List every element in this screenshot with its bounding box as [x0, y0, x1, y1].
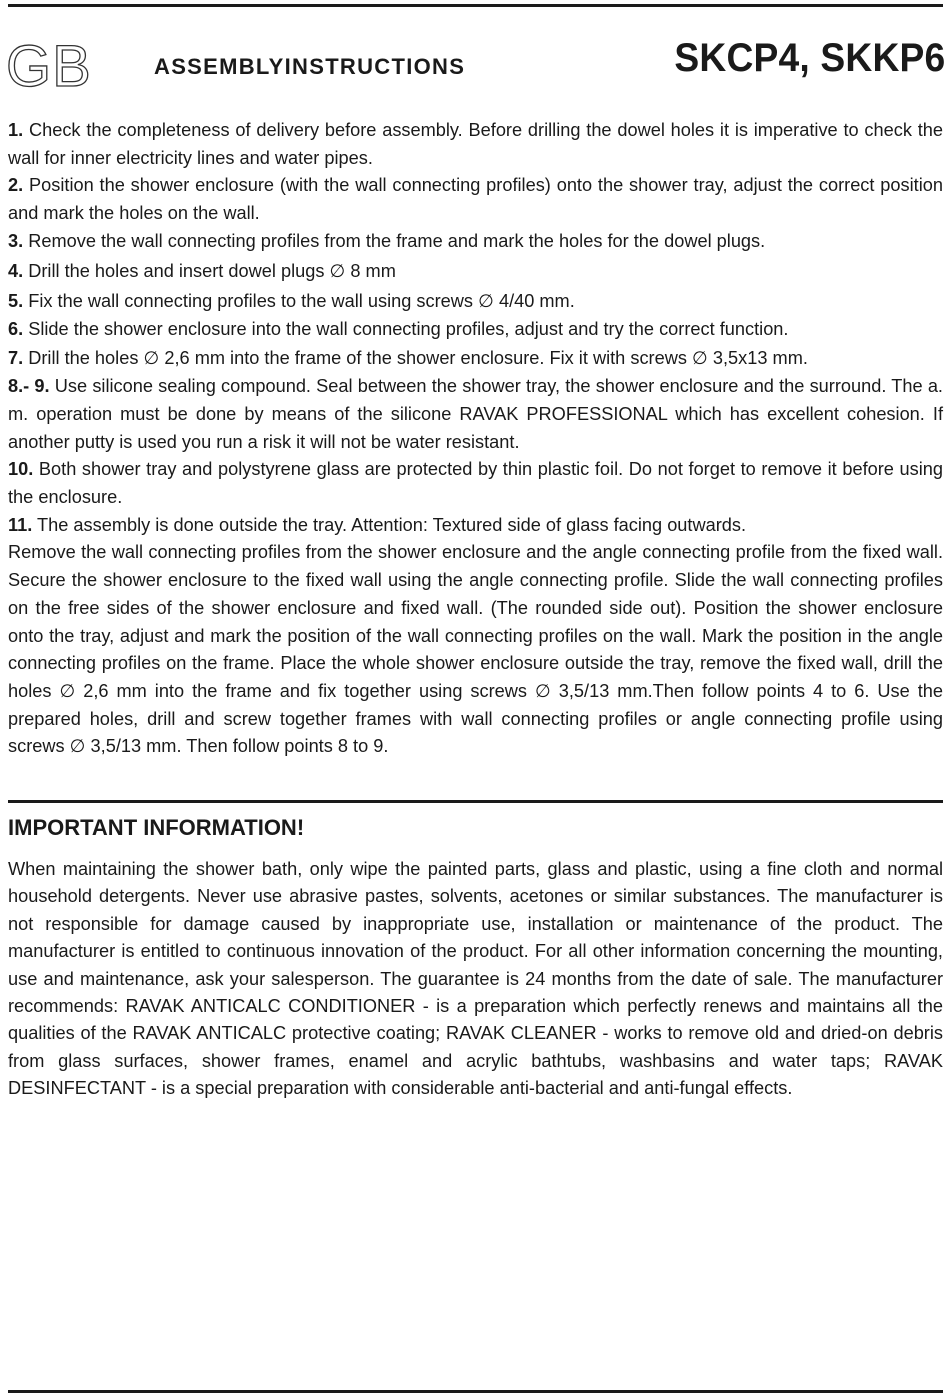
important-heading: IMPORTANT INFORMATION! [8, 815, 305, 840]
step-number: 7. [8, 348, 24, 369]
step-11-detail: Remove the wall connecting profiles from the shower enclosure and the angle connecting profile from the fixed wall. Secure the shower enclosure to the fixed wall using the angle connecting profile. Slide the wall connecting profiles on the free sides of the shower enclosure and fixed wall. (The rounded side out). Position the shower enclosure onto the tray, adjust and mark the position of the wall connecting profiles on the wall. Mark the position in the angle connecting profiles on the frame. Place the whole shower enclosure outside the tray, remove the fixed wall, drill the holes ∅ 2,6 mm into the frame and fix together using screws ∅ 3,5/13 mm.Then follow points 4 to 6. Use the prepared holes, drill and screw together frames with wall connecting profiles or angle connecting profile using screws ∅ 3,5/13 mm. Then follow points 8 to 9. [8, 542, 943, 757]
model-numbers: SKCP4, SKKP6 [674, 36, 945, 80]
step-number: 6. [8, 318, 24, 339]
step-text: Check the completeness of delivery before assembly. Before drilling the dowel holes it is imperative to check the wall for inner electricity lines and water pipes. [8, 120, 943, 168]
step-number: 11. [8, 514, 33, 535]
important-text: When maintaining the shower bath, only wipe the painted parts, glass and plastic, using a fine cloth and normal household detergents. Never use abrasive pastes, solvents, acetones or similar substances. The manufacturer is not responsible for damage caused by inappropriate use, installation or maintenance of the product. The manufacturer is entitled to continuous innovation of the product. For all other information concerning the mounting, use and maintenance, ask your salesperson. The guarantee is 24 months from the date of sale. The manufacturer recommends: RAVAK ANTICALC CONDITIONER - is a preparation which perfectly renews and maintains all the qualities of the RAVAK ANTICALC protective coating; RAVAK CLEANER - works to remove old and dried-on debris from glass surfaces, shower frames, enamel and acrylic bathtubs, washbasins and water taps; RAVAK DESINFECTANT - is a special preparation with considerable anti-bacterial and anti-fungal effects. [8, 859, 943, 1099]
step-10 [8, 456, 943, 511]
step-text: Fix the wall connecting profiles to the wall using screws ∅ 4/40 mm. [23, 290, 575, 311]
step-number: 1. [8, 120, 24, 140]
step-8-9 [8, 373, 943, 456]
step-text: Position the shower enclosure (with the wall connecting profiles) onto the shower tray, adjust the correct position and mark the holes on the wall. [8, 175, 943, 224]
step-1 [8, 117, 943, 172]
top-rule [8, 4, 943, 7]
assembly-steps [8, 117, 943, 761]
step-number: 2. [8, 175, 24, 196]
language-code: GB [6, 34, 92, 99]
step-number: 3. [8, 230, 24, 251]
step-11 [8, 512, 943, 540]
bottom-rule [8, 1390, 943, 1393]
step-number: 10. [8, 459, 34, 480]
step-7 [8, 343, 943, 373]
step-3 [8, 228, 943, 256]
step-4 [8, 256, 943, 286]
step-2 [8, 172, 943, 227]
step-number: 4. [8, 260, 24, 281]
step-text: Use silicone sealing compound. Seal between the shower tray, the shower enclosure and the surround. The a. m. operation must be done by means of the silicone RAVAK PROFESSIONAL which has excellent cohesion. If another putty is used you run a risk it will not be water resistant. [8, 376, 943, 452]
step-text: Drill the holes and insert dowel plugs ∅ 8 mm [23, 260, 396, 281]
step-text: Slide the shower enclosure into the wall connecting profiles, adjust and try the correct function. [23, 318, 789, 339]
step-6 [8, 316, 943, 344]
step-text: Drill the holes ∅ 2,6 mm into the frame of the shower enclosure. Fix it with screws ∅ 3,5x13 mm. [23, 348, 808, 369]
step-text: The assembly is done outside the tray. Attention: Textured side of glass facing outwards. [32, 514, 747, 535]
step-number: 5. [8, 290, 24, 311]
document-title: ASSEMBLYINSTRUCTIONS [154, 54, 466, 79]
step-text: Remove the wall connecting profiles from the frame and mark the holes for the dowel plugs. [23, 230, 766, 251]
step-text: Both shower tray and polystyrene glass are protected by thin plastic foil. Do not forget to remove it before using the enclosure. [8, 459, 943, 508]
section-divider [8, 800, 943, 803]
step-number: 8.- 9. [8, 376, 50, 397]
step-5 [8, 286, 943, 316]
